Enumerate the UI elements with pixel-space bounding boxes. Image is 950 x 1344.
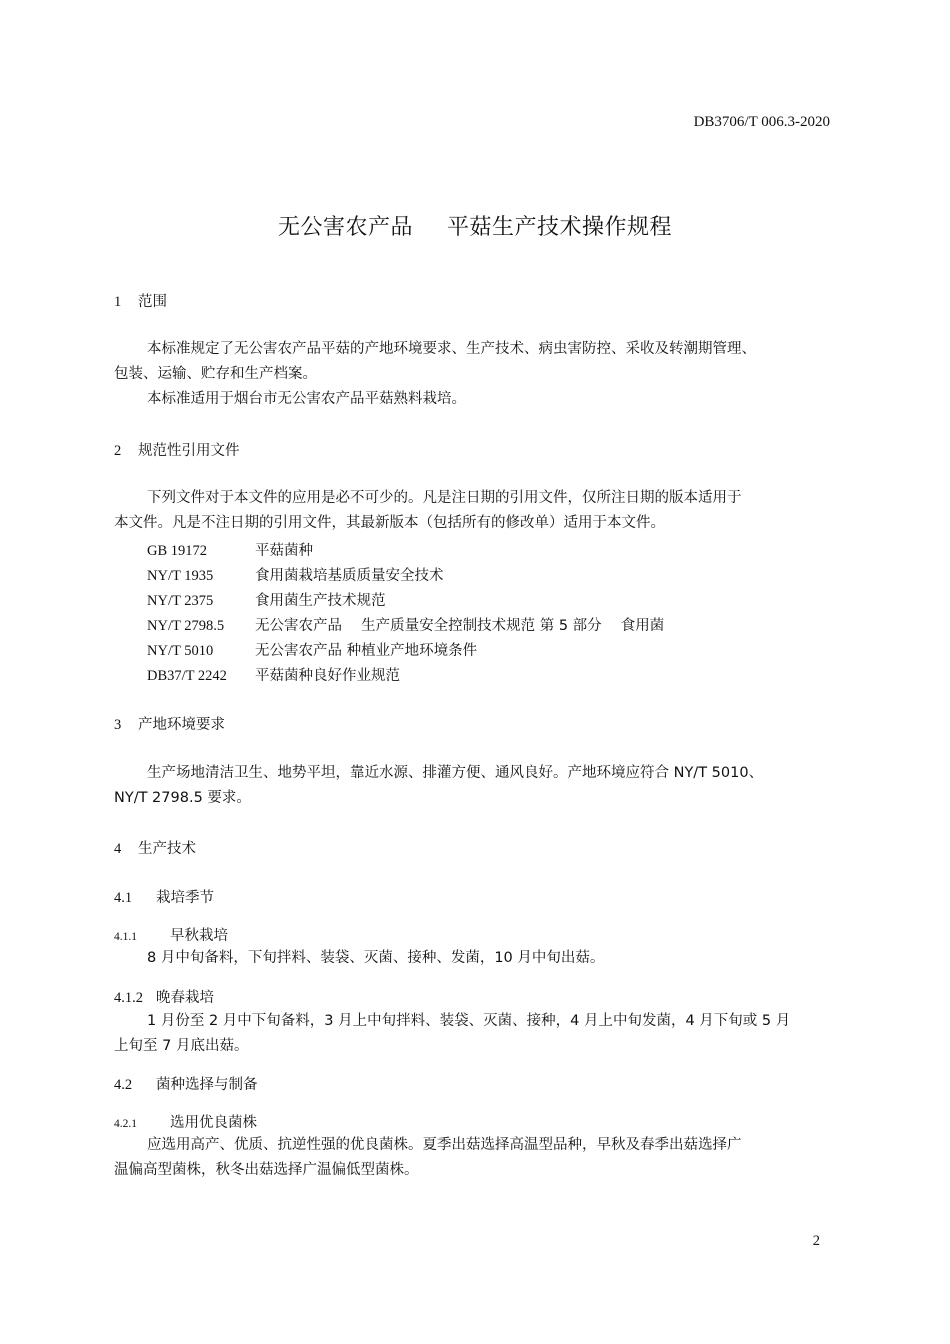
reference-item [147, 614, 664, 635]
section-4-2-1-para-line-1: 应选用高产、优质、抗逆性强的优良菌株。夏季出菇选择高温型品种，早秋及春季出菇选择广 [147, 1137, 742, 1153]
section-title: 产地环境要求 [138, 717, 225, 733]
section-4-2-heading [114, 1073, 258, 1094]
reference-code: NY/T 5010 [147, 643, 214, 659]
section-title: 晚春栽培 [156, 990, 214, 1006]
reference-item [147, 539, 313, 560]
section-title: 早秋栽培 [170, 928, 228, 944]
reference-title: 食用菌栽培基质质量安全技术 [255, 568, 444, 584]
section-title: 规范性引用文件 [138, 443, 240, 459]
section-1-para-1-line-1: 本标准规定了无公害农产品平菇的产地环境要求、生产技术、病虫害防控、采收及转潮期管理、 [147, 341, 756, 357]
section-2-heading [114, 439, 240, 460]
section-number: 1 [114, 294, 122, 310]
reference-code: NY/T 2375 [147, 593, 214, 609]
section-number: 3 [114, 717, 122, 733]
reference-code: GB 19172 [147, 543, 208, 559]
section-number: 4.2.1 [114, 1118, 137, 1130]
section-4-2-1-para-line-2: 温偏高型菌株，秋冬出菇选择广温偏低型菌株。 [114, 1162, 419, 1178]
section-title: 菌种选择与制备 [156, 1077, 258, 1093]
reference-item [147, 564, 444, 585]
reference-title: 食用菌生产技术规范 [255, 593, 386, 609]
section-3-para-line-1: 生产场地清洁卫生、地势平坦，靠近水源、排灌方便、通风良好。产地环境应符合 NY/T 5010、 [147, 765, 764, 781]
reference-code: NY/T 1935 [147, 568, 214, 584]
reference-item [147, 589, 386, 610]
reference-code: NY/T 2798.5 [147, 618, 225, 634]
reference-item [147, 639, 477, 660]
reference-title: 无公害农产品 种植业产地环境条件 [255, 643, 478, 659]
section-3-para-line-2: NY/T 2798.5 要求。 [114, 790, 251, 806]
section-4-2-1-heading [114, 1111, 257, 1132]
section-4-1-heading [114, 886, 214, 907]
reference-title: 平菇菌种 [255, 543, 313, 559]
reference-item [147, 664, 400, 685]
section-number: 4.1.1 [114, 931, 137, 943]
page-number: 2 [812, 1233, 820, 1249]
section-number: 4.1.2 [114, 990, 143, 1006]
reference-code: DB37/T 2242 [147, 668, 227, 684]
section-4-1-1-para: 8 月中旬备料，下旬拌料、装袋、灭菌、接种、发菌，10 月中旬出菇。 [147, 950, 605, 966]
standard-code: DB3706/T 006.3-2020 [693, 114, 830, 130]
section-number: 4.2 [114, 1077, 133, 1093]
title-part-2: 平菇生产技术操作规程 [447, 215, 673, 240]
section-title: 范围 [138, 294, 167, 310]
section-title: 生产技术 [138, 841, 196, 857]
section-number: 4.1 [114, 890, 133, 906]
section-1-heading [114, 290, 167, 311]
section-4-1-1-heading [114, 924, 228, 945]
section-number: 2 [114, 443, 122, 459]
section-4-heading [114, 837, 196, 858]
section-1-para-2: 本标准适用于烟台市无公害农产品平菇熟料栽培。 [147, 391, 466, 407]
section-4-1-2-heading [114, 986, 214, 1007]
section-3-heading [114, 713, 225, 734]
section-number: 4 [114, 841, 122, 857]
section-1-para-1-line-2: 包装、运输、贮存和生产档案。 [114, 366, 317, 382]
document-title [0, 210, 950, 241]
section-title: 栽培季节 [156, 890, 214, 906]
section-2-para-1-line-1: 下列文件对于本文件的应用是必不可少的。凡是注日期的引用文件，仅所注日期的版本适用于 [147, 490, 742, 506]
reference-title: 平菇菌种良好作业规范 [255, 668, 400, 684]
section-4-1-2-para-line-2: 上旬至 7 月底出菇。 [114, 1038, 249, 1054]
section-2-para-1-line-2: 本文件。凡是不注日期的引用文件，其最新版本（包括所有的修改单）适用于本文件。 [114, 515, 665, 531]
reference-title: 无公害农产品 生产质量安全控制技术规范 第 5 部分 食用菌 [255, 618, 665, 634]
section-4-1-2-para-line-1: 1 月份至 2 月中下旬备料，3 月上中旬拌料、装袋、灭菌、接种，4 月上中旬发菌，4 月下旬或 5 月 [147, 1013, 791, 1029]
title-part-1: 无公害农产品 [277, 215, 413, 240]
section-title: 选用优良菌株 [170, 1115, 257, 1131]
